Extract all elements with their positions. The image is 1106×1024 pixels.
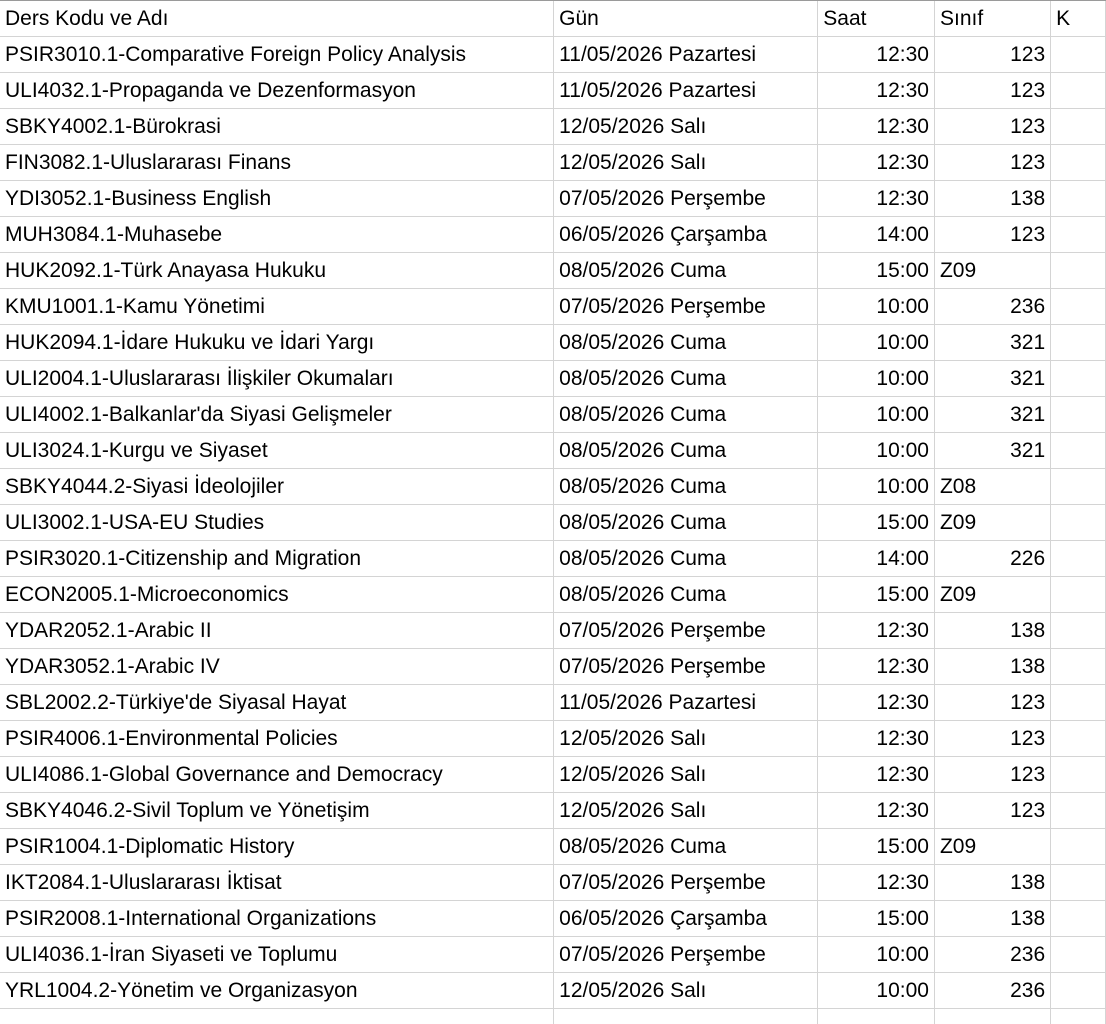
- cell-course[interactable]: ULI4036.1-İran Siyaseti ve Toplumu: [0, 937, 554, 973]
- cell-time[interactable]: 10:00: [818, 289, 935, 325]
- cell-k[interactable]: [1051, 397, 1106, 433]
- cell-time[interactable]: 15:00: [818, 253, 935, 289]
- cell-room[interactable]: Z09: [934, 829, 1050, 865]
- cell-time[interactable]: 14:00: [818, 541, 935, 577]
- cell-k[interactable]: [1051, 469, 1106, 505]
- header-room[interactable]: Sınıf: [934, 1, 1050, 37]
- cell-k[interactable]: [1051, 325, 1106, 361]
- cell-time[interactable]: 10:00: [818, 469, 935, 505]
- cell-k[interactable]: [1051, 217, 1106, 253]
- cell-k[interactable]: [1051, 361, 1106, 397]
- cell-k[interactable]: [1051, 937, 1106, 973]
- cell-time[interactable]: 15:00: [818, 901, 935, 937]
- cell-time[interactable]: 10:00: [818, 973, 935, 1009]
- cell-day[interactable]: 11/05/2026 Pazartesi: [554, 685, 818, 721]
- cell-room[interactable]: 123: [934, 109, 1050, 145]
- cell-room[interactable]: 138: [934, 613, 1050, 649]
- cell-course[interactable]: SBKY4046.2-Sivil Toplum ve Yönetişim: [0, 793, 554, 829]
- cell-day[interactable]: 08/05/2026 Cuma: [554, 397, 818, 433]
- header-k[interactable]: K: [1051, 1, 1106, 37]
- cell-day[interactable]: 11/05/2026 Pazartesi: [554, 37, 818, 73]
- cell-k[interactable]: [1051, 793, 1106, 829]
- cell-time[interactable]: 15:00: [818, 829, 935, 865]
- cell-room[interactable]: Z08: [934, 469, 1050, 505]
- table-row: [0, 973, 1106, 1009]
- cell-room[interactable]: 138: [934, 181, 1050, 217]
- cell-course[interactable]: ULI2004.1-Uluslararası İlişkiler Okumaları: [0, 361, 554, 397]
- cell-k[interactable]: [1051, 721, 1106, 757]
- cell-k[interactable]: [1051, 829, 1106, 865]
- cell-time[interactable]: 12:30: [818, 613, 935, 649]
- cell-time[interactable]: 12:30: [818, 793, 935, 829]
- cell-time[interactable]: 12:30: [818, 109, 935, 145]
- cell-time[interactable]: 12:30: [818, 649, 935, 685]
- cell-day[interactable]: 12/05/2026 Salı: [554, 109, 818, 145]
- cell-course[interactable]: ULI4086.1-Global Governance and Democracy: [0, 757, 554, 793]
- cell-room[interactable]: 321: [934, 397, 1050, 433]
- cell-day[interactable]: 11/05/2026 Pazartesi: [554, 73, 818, 109]
- cell-room[interactable]: 321: [934, 433, 1050, 469]
- header-time[interactable]: Saat: [818, 1, 935, 37]
- cell-time[interactable]: 10:00: [818, 937, 935, 973]
- empty-cell[interactable]: [0, 1009, 554, 1024]
- cell-time[interactable]: 12:30: [818, 721, 935, 757]
- table-row: [0, 145, 1106, 181]
- cell-room[interactable]: 321: [934, 325, 1050, 361]
- cell-k[interactable]: [1051, 901, 1106, 937]
- cell-time[interactable]: 12:30: [818, 73, 935, 109]
- cell-room[interactable]: Z09: [934, 253, 1050, 289]
- cell-day[interactable]: 12/05/2026 Salı: [554, 793, 818, 829]
- cell-room[interactable]: 123: [934, 721, 1050, 757]
- cell-course[interactable]: IKT2084.1-Uluslararası İktisat: [0, 865, 554, 901]
- table-row: [0, 865, 1106, 901]
- empty-cell[interactable]: [554, 1009, 818, 1024]
- cell-room[interactable]: 123: [934, 145, 1050, 181]
- table-row: [0, 73, 1106, 109]
- cell-course[interactable]: MUH3084.1-Muhasebe: [0, 217, 554, 253]
- cell-day[interactable]: 07/05/2026 Perşembe: [554, 865, 818, 901]
- cell-course[interactable]: ULI4002.1-Balkanlar'da Siyasi Gelişmeler: [0, 397, 554, 433]
- cell-time[interactable]: 10:00: [818, 361, 935, 397]
- cell-room[interactable]: 123: [934, 217, 1050, 253]
- cell-day[interactable]: 08/05/2026 Cuma: [554, 361, 818, 397]
- table-row: [0, 361, 1106, 397]
- table-row: [0, 253, 1106, 289]
- table-row: [0, 541, 1106, 577]
- cell-room[interactable]: 123: [934, 793, 1050, 829]
- cell-course[interactable]: HUK2094.1-İdare Hukuku ve İdari Yargı: [0, 325, 554, 361]
- cell-k[interactable]: [1051, 253, 1106, 289]
- cell-time[interactable]: 10:00: [818, 325, 935, 361]
- cell-room[interactable]: 123: [934, 685, 1050, 721]
- cell-time[interactable]: 10:00: [818, 433, 935, 469]
- cell-room[interactable]: 138: [934, 649, 1050, 685]
- cell-course[interactable]: YDAR2052.1-Arabic II: [0, 613, 554, 649]
- table-row: [0, 217, 1106, 253]
- cell-k[interactable]: [1051, 865, 1106, 901]
- table-row: [0, 181, 1106, 217]
- cell-day[interactable]: 08/05/2026 Cuma: [554, 577, 818, 613]
- cell-course[interactable]: SBKY4044.2-Siyasi İdeolojiler: [0, 469, 554, 505]
- cell-course[interactable]: SBKY4002.1-Bürokrasi: [0, 109, 554, 145]
- cell-room[interactable]: 123: [934, 37, 1050, 73]
- table-row: [0, 721, 1106, 757]
- cell-k[interactable]: [1051, 109, 1106, 145]
- table-row: [0, 757, 1106, 793]
- table-row: [0, 397, 1106, 433]
- table-row: [0, 829, 1106, 865]
- cell-course[interactable]: PSIR1004.1-Diplomatic History: [0, 829, 554, 865]
- header-course[interactable]: Ders Kodu ve Adı: [0, 1, 554, 37]
- cell-course[interactable]: ECON2005.1-Microeconomics: [0, 577, 554, 613]
- empty-cell[interactable]: [934, 1009, 1050, 1024]
- cell-time[interactable]: 12:30: [818, 865, 935, 901]
- cell-day[interactable]: 07/05/2026 Perşembe: [554, 289, 818, 325]
- table-row: [0, 649, 1106, 685]
- cell-time[interactable]: 12:30: [818, 757, 935, 793]
- table-row: [0, 289, 1106, 325]
- cell-k[interactable]: [1051, 685, 1106, 721]
- cell-k[interactable]: [1051, 757, 1106, 793]
- cell-room[interactable]: 123: [934, 757, 1050, 793]
- cell-course[interactable]: PSIR3010.1-Comparative Foreign Policy Analysis: [0, 37, 554, 73]
- cell-k[interactable]: [1051, 289, 1106, 325]
- cell-k[interactable]: [1051, 649, 1106, 685]
- exam-schedule-table: [0, 1, 1106, 1024]
- cell-room[interactable]: 236: [934, 937, 1050, 973]
- cell-k[interactable]: [1051, 73, 1106, 109]
- empty-cell[interactable]: [818, 1009, 935, 1024]
- cell-k[interactable]: [1051, 577, 1106, 613]
- cell-time[interactable]: 12:30: [818, 685, 935, 721]
- cell-day[interactable]: 07/05/2026 Perşembe: [554, 613, 818, 649]
- cell-course[interactable]: ULI4032.1-Propaganda ve Dezenformasyon: [0, 73, 554, 109]
- cell-time[interactable]: 15:00: [818, 505, 935, 541]
- cell-course[interactable]: YDI3052.1-Business English: [0, 181, 554, 217]
- cell-course[interactable]: PSIR3020.1-Citizenship and Migration: [0, 541, 554, 577]
- cell-day[interactable]: 07/05/2026 Perşembe: [554, 181, 818, 217]
- cell-course[interactable]: ULI3024.1-Kurgu ve Siyaset: [0, 433, 554, 469]
- cell-day[interactable]: 12/05/2026 Salı: [554, 757, 818, 793]
- cell-day[interactable]: 08/05/2026 Cuma: [554, 253, 818, 289]
- cell-time[interactable]: 12:30: [818, 181, 935, 217]
- cell-k[interactable]: [1051, 433, 1106, 469]
- cell-course[interactable]: PSIR4006.1-Environmental Policies: [0, 721, 554, 757]
- cell-day[interactable]: 12/05/2026 Salı: [554, 721, 818, 757]
- cell-k[interactable]: [1051, 505, 1106, 541]
- cell-room[interactable]: 138: [934, 901, 1050, 937]
- cell-k[interactable]: [1051, 973, 1106, 1009]
- cell-day[interactable]: 08/05/2026 Cuma: [554, 829, 818, 865]
- table-row: [0, 937, 1106, 973]
- cell-room[interactable]: 123: [934, 73, 1050, 109]
- cell-room[interactable]: 236: [934, 289, 1050, 325]
- cell-room[interactable]: 226: [934, 541, 1050, 577]
- cell-day[interactable]: 08/05/2026 Cuma: [554, 325, 818, 361]
- header-row: [0, 1, 1106, 37]
- cell-day[interactable]: 12/05/2026 Salı: [554, 973, 818, 1009]
- empty-cell[interactable]: [1051, 1009, 1106, 1024]
- cell-course[interactable]: SBL2002.2-Türkiye'de Siyasal Hayat: [0, 685, 554, 721]
- cell-time[interactable]: 12:30: [818, 145, 935, 181]
- cell-room[interactable]: Z09: [934, 505, 1050, 541]
- table-row: [0, 793, 1106, 829]
- table-row: [0, 613, 1106, 649]
- cell-course[interactable]: PSIR2008.1-International Organizations: [0, 901, 554, 937]
- cell-k[interactable]: [1051, 37, 1106, 73]
- cell-course[interactable]: YDAR3052.1-Arabic IV: [0, 649, 554, 685]
- cell-day[interactable]: 08/05/2026 Cuma: [554, 541, 818, 577]
- cell-course[interactable]: ULI3002.1-USA-EU Studies: [0, 505, 554, 541]
- cell-room[interactable]: 321: [934, 361, 1050, 397]
- cell-course[interactable]: KMU1001.1-Kamu Yönetimi: [0, 289, 554, 325]
- cell-time[interactable]: 15:00: [818, 577, 935, 613]
- cell-k[interactable]: [1051, 613, 1106, 649]
- cell-day[interactable]: 12/05/2026 Salı: [554, 145, 818, 181]
- cell-room[interactable]: 236: [934, 973, 1050, 1009]
- cell-time[interactable]: 10:00: [818, 397, 935, 433]
- header-day[interactable]: Gün: [554, 1, 818, 37]
- cell-room[interactable]: 138: [934, 865, 1050, 901]
- cell-room[interactable]: Z09: [934, 577, 1050, 613]
- empty-row: [0, 1009, 1106, 1024]
- cell-k[interactable]: [1051, 541, 1106, 577]
- cell-day[interactable]: 08/05/2026 Cuma: [554, 469, 818, 505]
- cell-time[interactable]: 14:00: [818, 217, 935, 253]
- table-row: [0, 469, 1106, 505]
- table-row: [0, 109, 1106, 145]
- cell-course[interactable]: YRL1004.2-Yönetim ve Organizasyon: [0, 973, 554, 1009]
- table-row: [0, 505, 1106, 541]
- cell-course[interactable]: HUK2092.1-Türk Anayasa Hukuku: [0, 253, 554, 289]
- cell-k[interactable]: [1051, 145, 1106, 181]
- table-row: [0, 433, 1106, 469]
- cell-day[interactable]: 08/05/2026 Cuma: [554, 505, 818, 541]
- cell-k[interactable]: [1051, 181, 1106, 217]
- cell-day[interactable]: 06/05/2026 Çarşamba: [554, 901, 818, 937]
- cell-day[interactable]: 07/05/2026 Perşembe: [554, 937, 818, 973]
- table-row: [0, 577, 1106, 613]
- cell-time[interactable]: 12:30: [818, 37, 935, 73]
- cell-day[interactable]: 08/05/2026 Cuma: [554, 433, 818, 469]
- cell-course[interactable]: FIN3082.1-Uluslararası Finans: [0, 145, 554, 181]
- table-row: [0, 37, 1106, 73]
- table-row: [0, 325, 1106, 361]
- table-row: [0, 685, 1106, 721]
- cell-day[interactable]: 06/05/2026 Çarşamba: [554, 217, 818, 253]
- cell-day[interactable]: 07/05/2026 Perşembe: [554, 649, 818, 685]
- table-row: [0, 901, 1106, 937]
